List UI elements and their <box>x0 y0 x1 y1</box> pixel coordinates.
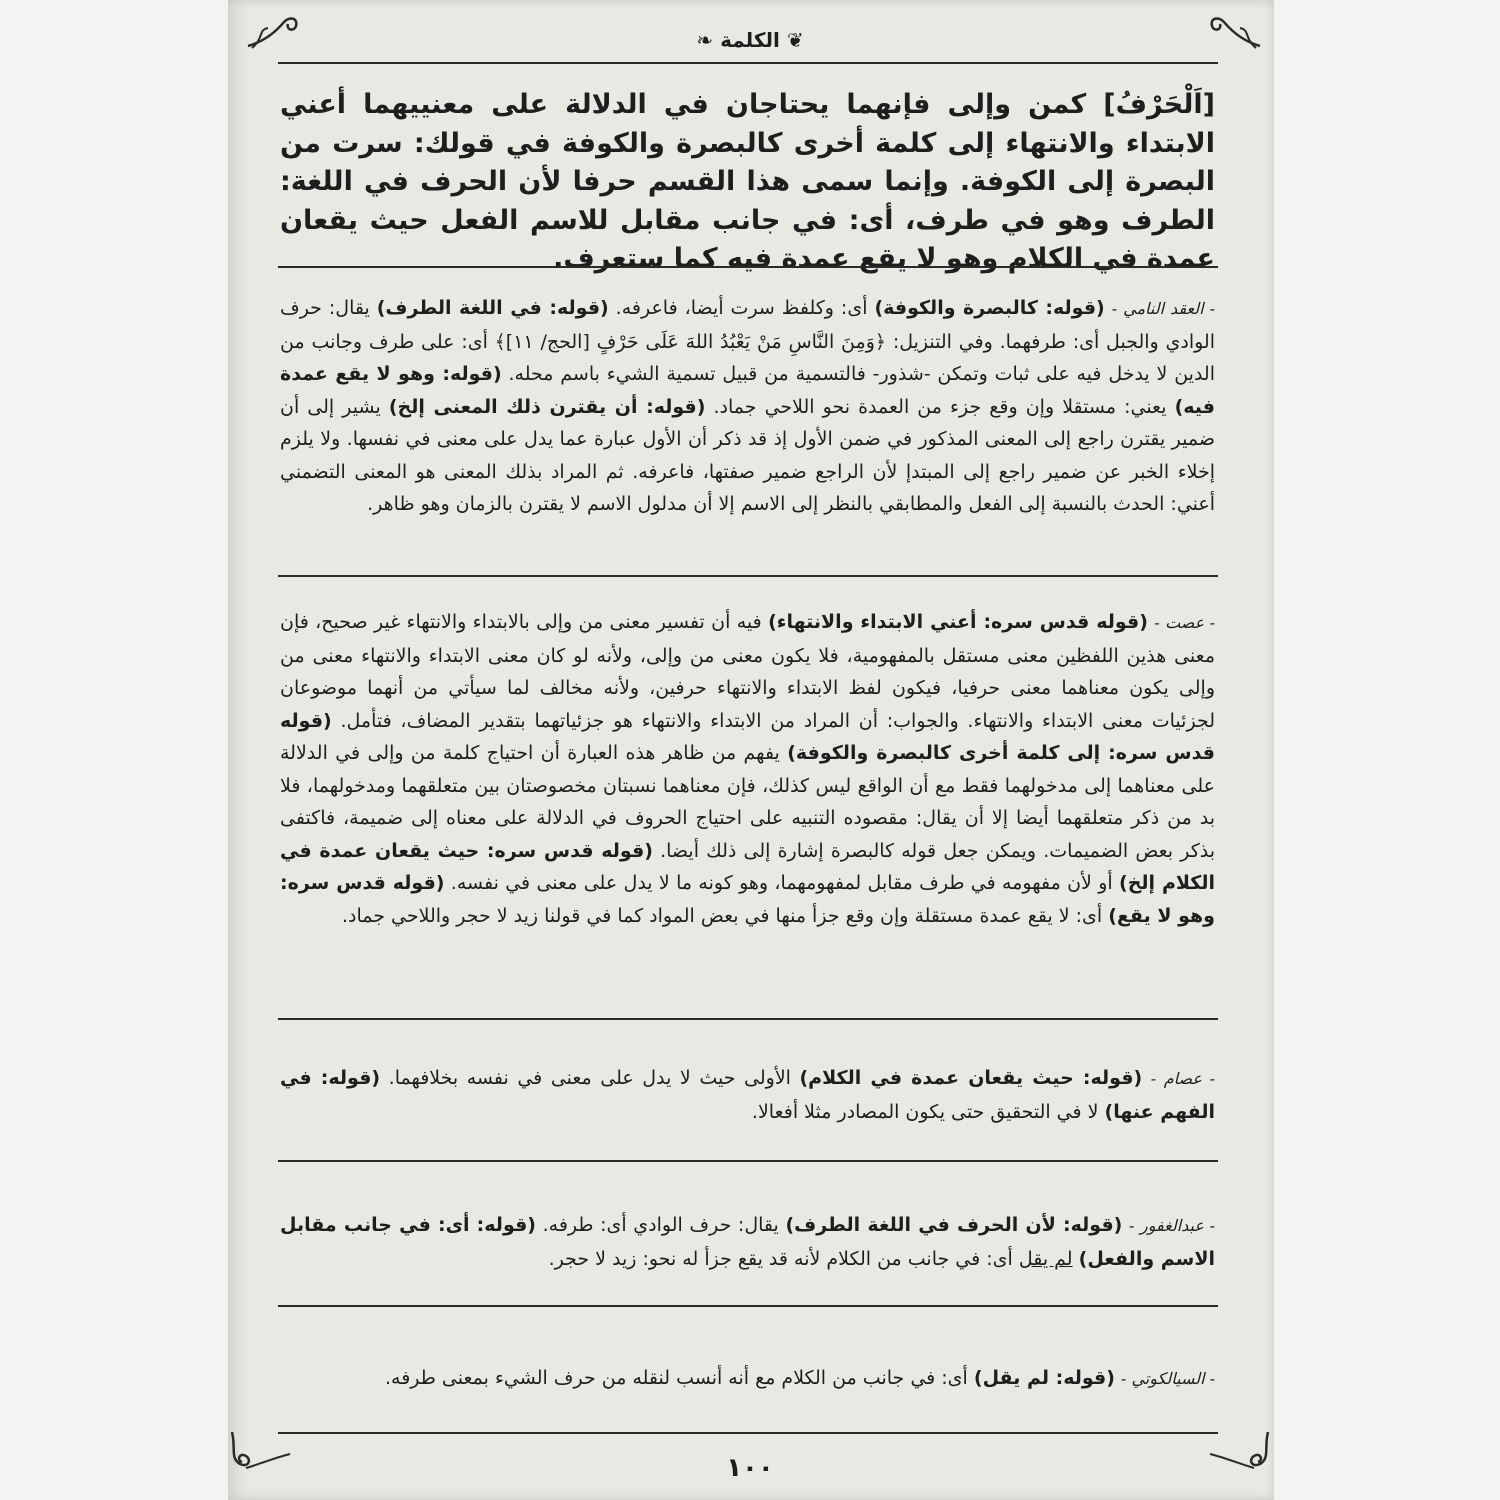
footer-rule <box>278 1432 1218 1434</box>
quoted-phrase: (قوله: لم يقل) <box>973 1367 1115 1389</box>
leaf-ornament-icon: ❧ <box>696 28 714 52</box>
main-term: [اَلْحَرْفُ] <box>1103 89 1215 120</box>
main-body: كمن وإلى فإنهما يحتاجان في الدلالة على معنييهما أعني الابتداء والانتهاء إلى كلمة أخرى كالبصرة والكوفة في قولك: سرت من البصرة إلى الكوفة. وإنما سمى هذا القسم حرفا لأن الحرف في اللغة: الطرف وهو في طرف، أى: في جانب مقابل للاسم الفعل حيث يقعان عمدة في الكلام وهو لا يقع عمدة فيه كما ستعرف. <box>280 89 1215 274</box>
quoted-phrase: (قوله: كالبصرة والكوفة) <box>874 297 1105 319</box>
section-divider <box>278 1305 1218 1307</box>
note-text: يقال: حرف الوادي والجبل أى: طرفهما. وفي التنزيل: ﴿وَمِنَ النَّاسِ مَنْ يَعْبُدُ اللهَ عَلَى حَرْفٍ [الحج/ ١١]﴾ أى: على طرف وجانب من الدين لا يدخل فيه على ثبات وتمكن -شذور- فالتسمية من قبيل تسمية الشيء باسم محله. <box>280 297 1215 385</box>
note-text: يقال: حرف الوادي أى: طرفه. <box>535 1214 786 1236</box>
section-divider <box>278 575 1218 577</box>
quoted-phrase: (قوله: أن يقترن ذلك المعنى إلخ) <box>388 395 706 418</box>
quoted-phrase: (قوله: في الفهم عنها) <box>280 1067 1215 1123</box>
quoted-phrase: (قوله قدس سره: أعني الابتداء والانتهاء) <box>768 611 1148 633</box>
section-divider <box>278 1160 1218 1162</box>
note-text: الأولى حيث لا يدل على معنى في نفسه بخلافهما. <box>380 1067 800 1089</box>
commentary-note <box>280 606 1215 932</box>
corner-ornament-top-left <box>244 12 304 52</box>
section-divider <box>278 1018 1218 1020</box>
note-text: أى: في جانب من الكلام مع أنه أنسب لنقله من حرف الشيء بمعنى طرفه. <box>384 1367 974 1389</box>
quoted-phrase: (قوله قدس سره: وهو لا يقع) <box>280 872 1215 927</box>
note-text: أى: لا يقع عمدة مستقلة وإن وقع جزأ منها في بعض المواد كما في قولنا زيد لا حجر واللاحي جماد. <box>341 904 1109 927</box>
header-title: ❦ الكلمة ❧ <box>696 28 804 52</box>
note-author: - العقد النامي - <box>1111 299 1215 318</box>
quoted-phrase: (قوله: حيث يقعان عمدة في الكلام) <box>799 1067 1143 1089</box>
header-rule <box>278 62 1218 64</box>
note-author: - عبدالغفور - <box>1128 1216 1215 1235</box>
note-text: يفهم من ظاهر هذه العبارة أن احتياج كلمة من وإلى في الدلالة على معناهما إلى مدخولهما فقط مع أن الواقع ليس كذلك، فإن معناهما نسبتان مخصوصتان بين متعلقهما ومدخولهما، فلا بد من ذكر متعلقهما أيضا إلا أن يقال: مقصوده التنبيه على احتياج الحروف في الدلالة على معناه إلى ضميمة، فاكتفى بذكر بعض الضميمات. ويمكن جعل قوله كالبصرة إشارة إلى ذلك أيضا. <box>280 742 1215 862</box>
quoted-phrase: (قوله قدس سره: حيث يقعان عمدة في الكلام إلخ) <box>280 839 1215 894</box>
quoted-phrase: (قوله: وهو لا يقع عمدة فيه) <box>280 363 1215 418</box>
note-text: يشير إلى أن ضمير يقترن راجع إلى المعنى المذكور في ضمن الأول إذ قد ذكر أن الأول عبارة عما يدل على معنى في نفسها. ولا يلزم إخلاء الخبر عن ضمير راجع إلى المبتدإ لأن الراجع ضمير صفتها، فاعرفه. ثم المراد بذلك المعنى هو المعنى التضمني أعني: الحدث بالنسبة إلى الفعل والمطابقي بالنظر إلى الاسم إلا أن مدلول الاسم لا يقترن بالزمان وهو ظاهر. <box>280 395 1215 515</box>
note-author: - عصام - <box>1150 1069 1215 1088</box>
note-author: - السيالكوتي - <box>1120 1369 1215 1388</box>
note-text: لا في التحقيق حتى يكون المصادر مثلا أفعالا. <box>751 1100 1105 1123</box>
quoted-phrase: (قوله قدس سره: إلى كلمة أخرى كالبصرة والكوفة) <box>280 709 1215 764</box>
commentary-note <box>280 1362 1215 1396</box>
commentary-note <box>280 1209 1215 1275</box>
commentary-note <box>280 1062 1215 1128</box>
note-text: فيه أن تفسير معنى من وإلى بالابتداء والانتهاء غير صحيح، فإن معنى هذين اللفظين معنى مستقل بالمفهومية، فلا يكون معنى من وإلى، ولأنه لو كان معنى الابتداء والانتهاء معنى من وإلى يكون معناهما معنى حرفيا، فيكون لفظ الابتداء والانتهاء حرفين، ولأنه مخالف لما سيأتي من أنهما موضوعان لجزئيات معنى الابتداء والانتهاء. والجواب: أن المراد من الابتداء والانتهاء هو جزئياتهما بتقدير المضاف، فتأمل. <box>280 611 1215 732</box>
note-text: أو لأن مفهومه في طرف مقابل لمفهومهما، وهو كونه ما لا يدل على معنى في نفسه. <box>444 872 1120 894</box>
page-number: ١٠٠ <box>726 1453 774 1483</box>
section-divider <box>278 266 1218 268</box>
quoted-phrase: (قوله: في اللغة الطرف) <box>376 297 609 319</box>
commentary-note <box>280 292 1215 521</box>
note-text: أى: في جانب من الكلام لأنه قد يقع جزأ له نحو: زيد لا حجر. <box>548 1247 1019 1270</box>
main-text <box>280 86 1215 279</box>
quoted-phrase: (قوله: لأن الحرف في اللغة الطرف) <box>785 1214 1123 1236</box>
corner-ornament-top-right <box>1204 12 1264 52</box>
note-text: أى: وكلفظ سرت أيضا، فاعرفه. <box>608 297 875 319</box>
note-text: يعني: مستقلا وإن وقع جزء من العمدة نحو اللاحي جماد. <box>705 395 1175 418</box>
quoted-phrase: (قوله: أى: في جانب مقابل الاسم والفعل) <box>280 1214 1215 1270</box>
leaf-ornament-icon: ❦ <box>786 28 804 52</box>
underlined-phrase: لم يقل <box>1018 1247 1073 1270</box>
note-author: - عصت - <box>1154 613 1215 632</box>
